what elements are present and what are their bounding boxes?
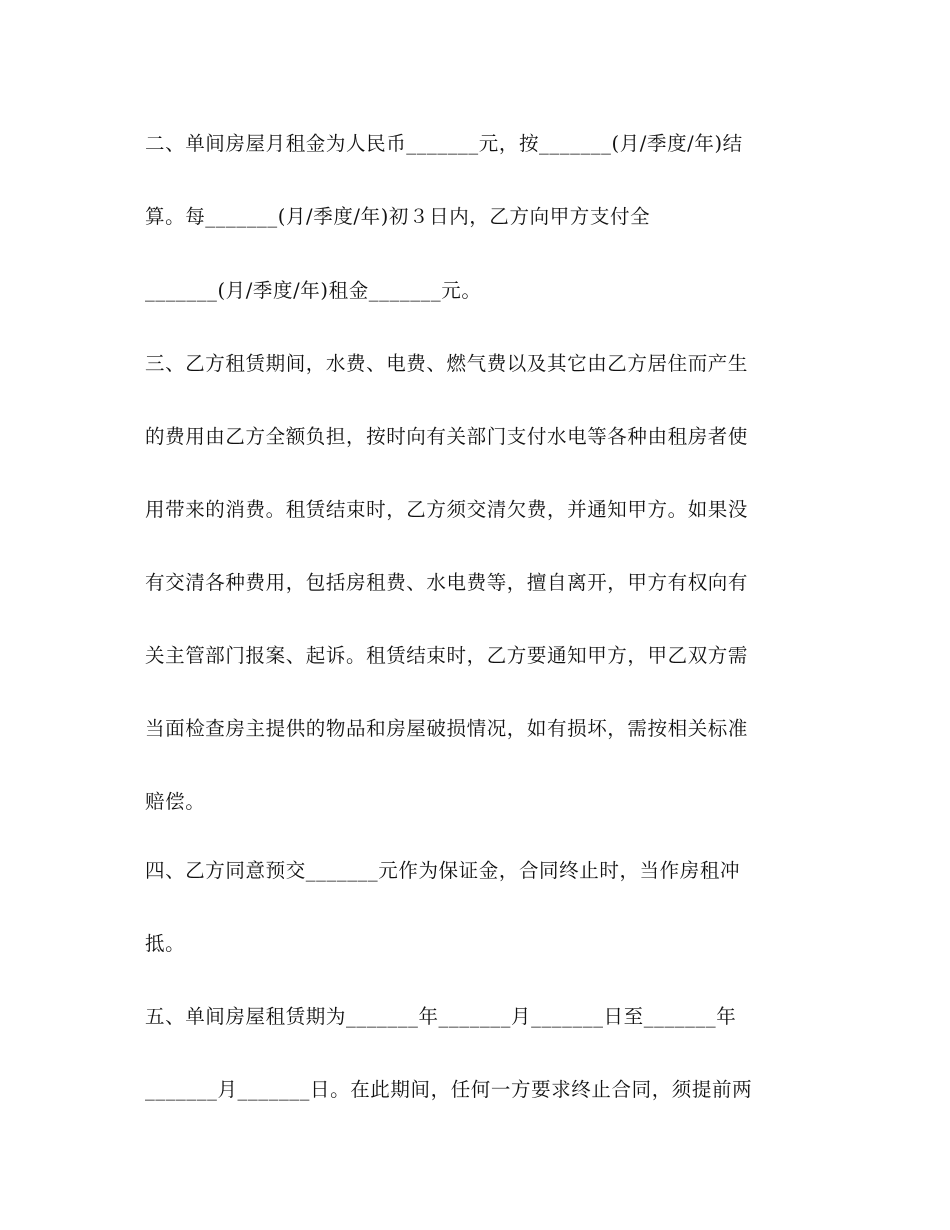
clause-4-line-2: 抵。 — [145, 932, 186, 955]
clause-2-line-2: 算。每_______(月/季度/年)初３日内，乙方向甲方支付全 — [145, 205, 651, 228]
clause-3-line-4: 有交清各种费用，包括房租费、水电费等，擅自离开，甲方有权向有 — [145, 571, 749, 594]
clause-3-line-6: 当面检查房主提供的物品和房屋破损情况，如有损坏，需按相关标准 — [145, 717, 749, 740]
clause-3-line-1: 三、乙方租赁期间，水费、电费、燃气费以及其它由乙方居住而产生 — [145, 352, 749, 375]
clause-5-line-2: _______月_______日。在此期间，任何一方要求终止合同，须提前两 — [145, 1078, 753, 1101]
clause-4-line-1: 四、乙方同意预交_______元作为保证金，合同终止时，当作房租冲 — [145, 859, 741, 882]
clause-2-line-3: _______(月/季度/年)租金_______元。 — [145, 279, 482, 302]
clause-2-line-1: 二、单间房屋月租金为人民币_______元，按_______(月/季度/年)结 — [145, 132, 743, 155]
clause-3-line-2: 的费用由乙方全额负担，按时向有关部门支付水电等各种由租房者使 — [145, 425, 749, 448]
clause-3-line-7: 赔偿。 — [145, 790, 206, 813]
clause-5-line-1: 五、单间房屋租赁期为_______年_______月_______日至_______年 — [145, 1005, 737, 1028]
clause-3-line-3: 用带来的消费。租赁结束时，乙方须交清欠费，并通知甲方。如果没 — [145, 498, 749, 521]
clause-3-line-5: 关主管部门报案、起诉。租赁结束时，乙方要通知甲方，甲乙双方需 — [145, 644, 749, 667]
